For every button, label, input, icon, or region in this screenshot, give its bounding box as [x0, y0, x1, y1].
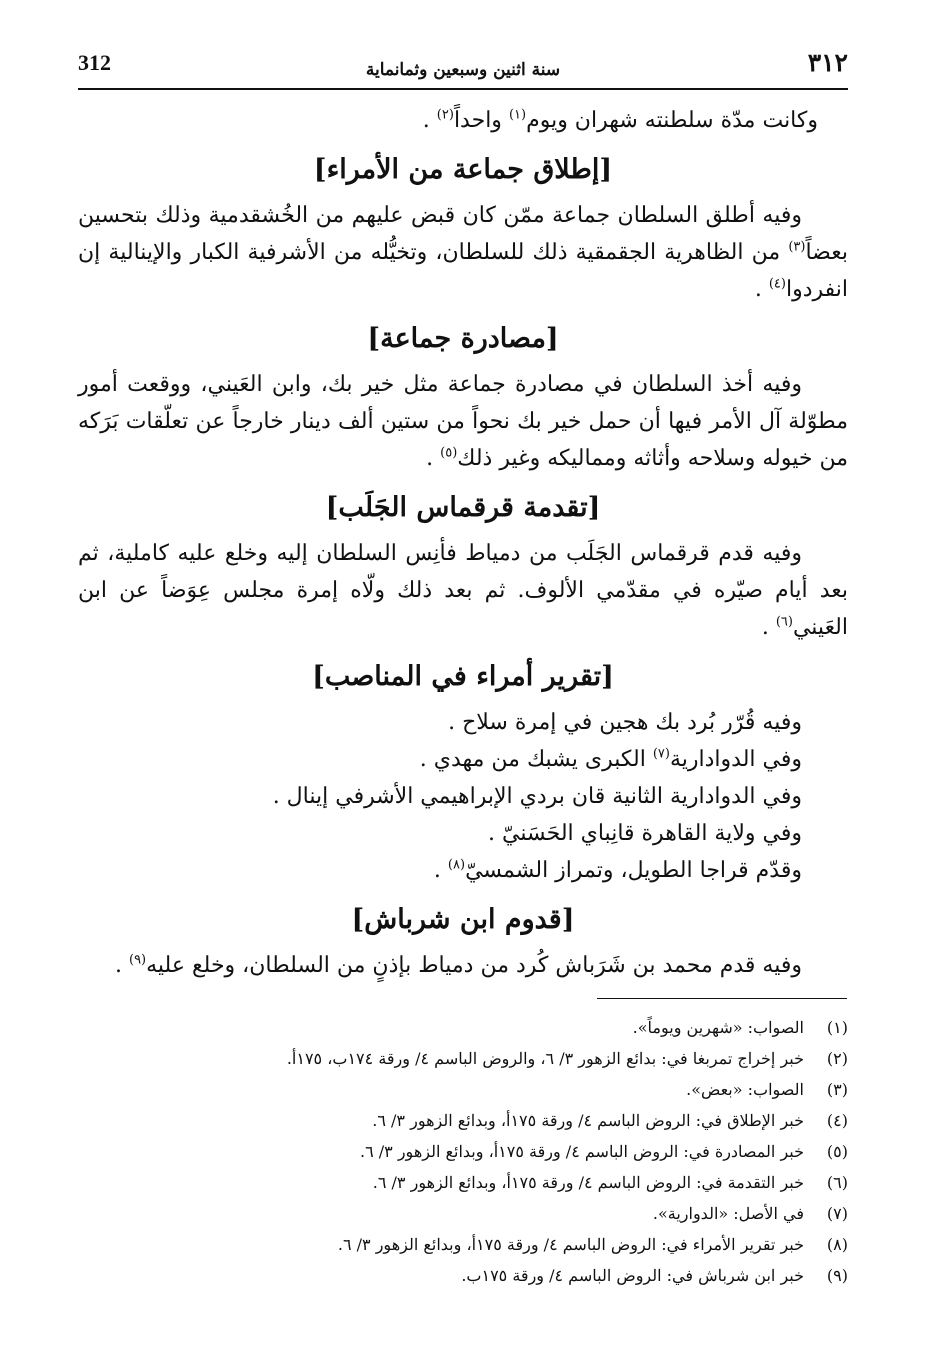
- main-text: [78, 102, 848, 984]
- appointment-line-5b: .: [433, 858, 448, 883]
- appointment-line-5a: وقدّم قراجا الطويل، وتمراز الشمسيّ: [465, 858, 802, 883]
- footnote-number: (٨): [826, 1235, 848, 1254]
- confiscation-text-2: .: [426, 446, 441, 471]
- footnote-number: (٦): [826, 1173, 848, 1192]
- footnote-item: [120, 1260, 848, 1291]
- footnote-text: في الأصل: «الدوارية».: [652, 1204, 804, 1223]
- page-number-latin: 312: [78, 50, 111, 75]
- footnote-item: [120, 1229, 848, 1260]
- intro-text-2: واحداً: [453, 108, 509, 133]
- page-number-arabic: ٣١٢: [807, 48, 848, 77]
- section-heading-sharabash: [قدوم ابن شرباش]: [351, 904, 575, 935]
- release-text-2: من الظاهرية الجقمقية ذلك للسلطان، وتخيُّله من الأشرفية الكبار والإينالية إن انفردوا: [78, 240, 848, 302]
- footnote-item: [120, 1105, 848, 1136]
- sharabash-text-2: .: [114, 953, 129, 978]
- section-paragraph-release: [78, 197, 848, 308]
- footnote-ref-5[interactable]: (٥): [440, 445, 458, 461]
- footnote-item: [120, 1167, 848, 1198]
- release-text-3: .: [754, 277, 769, 302]
- footnote-number: (٧): [826, 1204, 848, 1223]
- footnote-text: خبر ابن شرباش في: الروض الباسم ٤/ ورقة ١٧٥ب.: [461, 1266, 804, 1285]
- footnote-number: (٤): [826, 1111, 848, 1130]
- footnote-text: خبر التقدمة في: الروض الباسم ٤/ ورقة ١٧٥أ، وبدائع الزهور ٣/ ٦.: [372, 1173, 804, 1192]
- footnote-ref-4[interactable]: (٤): [768, 276, 786, 292]
- footnote-ref-7[interactable]: (٧): [652, 746, 670, 762]
- section-heading-release: [إطلاق جماعة من الأمراء]: [313, 154, 613, 185]
- footnote-item: [120, 1043, 848, 1074]
- footnote-item: [120, 1012, 848, 1043]
- footnote-ref-6[interactable]: (٦): [775, 614, 793, 630]
- footnote-item: [120, 1074, 848, 1105]
- appointment-line-3: وفي الدوادارية الثانية قان بردي الإبراهيمي الأشرفي إينال .: [272, 784, 802, 809]
- section-heading-qurqmas: [تقدمة قرقماس الجَلَب]: [325, 492, 601, 523]
- intro-text: وكانت مدّة سلطنته شهران ويوم: [526, 108, 818, 133]
- section-heading-appointments: [تقرير أمراء في المناصب]: [312, 661, 614, 692]
- footnote-item: [120, 1136, 848, 1167]
- footnote-text: خبر المصادرة في: الروض الباسم ٤/ ورقة ١٧٥أ، وبدائع الزهور ٣/ ٦.: [359, 1142, 804, 1161]
- qurqmas-text: وفيه قدم قرقماس الجَلَب من دمياط فأنِس السلطان إليه وخلع عليه كاملية، ثم بعد أيام صيّره في مقدّمي الألوف. ثم بعد ذلك ولّاه إمرة مجلس عِوَضاً عن ابن العَيني: [78, 541, 848, 640]
- footnote-text: خبر تقرير الأمراء في: الروض الباسم ٤/ ورقة ١٧٥أ، وبدائع الزهور ٣/ ٦.: [337, 1235, 804, 1254]
- footnote-ref-1[interactable]: (١): [508, 107, 527, 123]
- appointment-line-4: وفي ولاية القاهرة قانِباي الحَسَنيّ .: [488, 821, 802, 846]
- appointment-line-2: [78, 741, 848, 778]
- footnote-number: (٣): [826, 1080, 848, 1099]
- footnote-ref-8[interactable]: (٨): [447, 857, 466, 873]
- appointment-line-2b: الكبرى يشبك من مهدي .: [419, 747, 653, 772]
- appointment-line-5: [78, 852, 848, 889]
- footnotes: [120, 1012, 848, 1291]
- intro-paragraph: [78, 102, 848, 139]
- footnote-text: خبر الإطلاق في: الروض الباسم ٤/ ورقة ١٧٥أ، وبدائع الزهور ٣/ ٦.: [372, 1111, 804, 1130]
- footnote-number: (٥): [826, 1142, 848, 1161]
- sharabash-text: وفيه قدم محمد بن شَرَباش كُرد من دمياط بإذنٍ من السلطان، وخلع عليه: [146, 953, 802, 978]
- appointment-line-1: وفيه قُرّر بُرد بك هجين في إمرة سلاح .: [448, 710, 802, 735]
- footnote-item: [120, 1198, 848, 1229]
- footnote-text: الصواب: «شهرين ويوماً».: [632, 1018, 804, 1037]
- footnote-text: خبر إخراج تمربغا في: بدائع الزهور ٣/ ٦، والروض الباسم ٤/ ورقة ١٧٤ب، ١٧٥أ.: [286, 1049, 804, 1068]
- footnote-ref-3[interactable]: (٣): [788, 239, 806, 255]
- qurqmas-text-2: .: [761, 615, 776, 640]
- footnote-number: (٩): [826, 1266, 848, 1285]
- footnote-ref-9[interactable]: (٩): [128, 952, 147, 968]
- section-paragraph-qurqmas: [78, 535, 848, 646]
- footnote-number: (٢): [826, 1049, 848, 1068]
- running-title: سنة اثنين وسبعين وثمانماية: [365, 60, 561, 80]
- appointment-line-2a: وفي الدوادارية: [669, 747, 802, 772]
- running-header: [78, 48, 848, 88]
- footnote-text: الصواب: «بعض».: [686, 1080, 804, 1099]
- confiscation-text: وفيه أخذ السلطان في مصادرة جماعة مثل خير بك، وابن العَيني، ووقعت أمور مطوّلة آل الأمر فيها أن حمل خير بك نحواً من ستين ألف دينار خارجاً عن تعلّقات بَرَكه من خيوله وسلاحه وأثاثه ومماليكه وغير ذلك: [78, 372, 848, 471]
- section-heading-confiscation: [مصادرة جماعة]: [367, 323, 559, 354]
- section-paragraph-sharabash: [78, 947, 848, 984]
- footnote-ref-2[interactable]: (٢): [436, 107, 454, 123]
- intro-text-3: .: [422, 108, 437, 133]
- section-paragraph-confiscation: [78, 366, 848, 477]
- footnote-number: (١): [826, 1018, 848, 1037]
- header-rule: [78, 88, 848, 90]
- footnote-separator: [597, 998, 847, 999]
- release-text: وفيه أطلق السلطان جماعة ممّن كان قبض عليهم من الخُشقدمية وذلك بتحسين بعضاً: [78, 203, 848, 265]
